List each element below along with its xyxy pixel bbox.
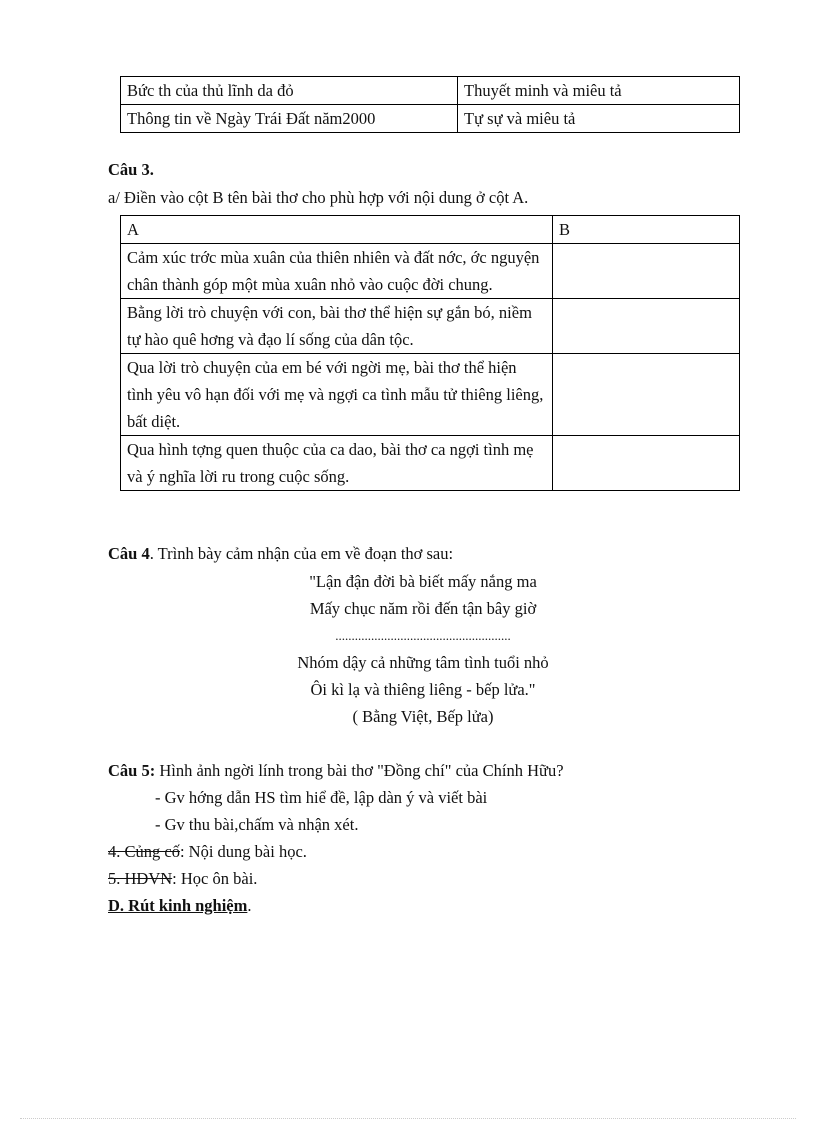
cau4-line [108,544,453,564]
cau5-line [108,761,564,781]
rut-kinh-nghiem-line [108,896,252,916]
table-cell: Qua hình tợng quen thuộc của ca dao, bài thơ ca ngợi tình mẹ và ý nghĩa lời ru trong cuộc sống. [121,436,553,491]
table-cell: Bằng lời trò chuyện với con, bài thơ thể hiện sự gắn bó, niềm tự hào quê hơng và đạo lí sống của dân tộc. [121,299,553,354]
table-cell: Tự sự và miêu tả [458,105,740,133]
page-bottom-divider [20,1118,796,1119]
poem-line: "Lận đận đời bà biết mấy nắng ma [309,572,537,591]
hdvn-text: : Học ôn bài. [172,869,258,888]
table-cell: Thuyết minh và miêu tả [458,77,740,105]
poem-line: Mấy chục năm rồi đến tận bây giờ [309,599,537,618]
table-row [121,105,740,133]
cung-co-label: 4. Củng cố [108,842,180,861]
answer-cell [553,436,740,491]
table-row [121,77,740,105]
genre-table [120,76,740,133]
table-cell: Thông tin về Ngày Trái Đất năm2000 [121,105,458,133]
table-row [121,244,740,299]
table-cell: Qua lời trò chuyện của em bé với ngời mẹ, bài thơ thể hiện tình yêu vô hạn đối với mẹ và ngợi ca tình mẫu tử thiêng liêng, bất diệt. [121,354,553,436]
table-header-row [121,216,740,244]
rut-kinh-nghiem-label: D. Rút kinh nghiệm [108,896,248,915]
poem-line: Nhóm dậy cả những tâm tình tuổi nhỏ [297,653,549,672]
rut-kinh-nghiem-text: . [247,896,252,915]
poem-matching-table [120,215,740,491]
col-b-header: B [553,216,740,244]
cung-co-text: : Nội dung bài học. [179,842,307,861]
hdvn-line [108,869,257,889]
table-cell: Cảm xúc trớc mùa xuân của thiên nhiên và đất nớc, ớc nguyện chân thành góp một mùa xuân nhỏ vào cuộc đời chung. [121,244,553,299]
col-a-header: A [121,216,553,244]
table-row [121,299,740,354]
cau3-heading: Câu 3. [108,160,154,179]
cau5-step: - Gv thu bài,chấm và nhận xét. [155,815,359,834]
cung-co-line [108,842,307,862]
cau3-instruction: a/ Điền vào cột B tên bài thơ cho phù hợp với nội dung ở cột A. [108,188,529,207]
table-cell: Bức th của thủ lĩnh da đỏ [121,77,458,105]
poem-ellipsis: ...................................................... [335,628,511,643]
poem-excerpt [228,568,618,730]
table-row [121,354,740,436]
cau5-step: - Gv hớng dẫn HS tìm hiể đề, lập dàn ý và viết bài [155,788,488,807]
answer-cell [553,354,740,436]
poem-line: Ôi kì lạ và thiêng liêng - bếp lửa." [310,680,536,699]
answer-cell [553,299,740,354]
cau5-label: Câu 5: [108,761,156,780]
poem-source: ( Bằng Việt, Bếp lửa) [352,707,494,726]
hdvn-label: 5. HDVN [108,869,173,888]
answer-cell [553,244,740,299]
cau5-text: Hình ảnh ngời lính trong bài thơ "Đồng chí" của Chính Hữu? [155,761,564,780]
table-row [121,436,740,491]
cau4-text: . Trình bày cảm nhận của em về đoạn thơ sau: [149,544,454,563]
cau4-label: Câu 4 [108,544,150,563]
